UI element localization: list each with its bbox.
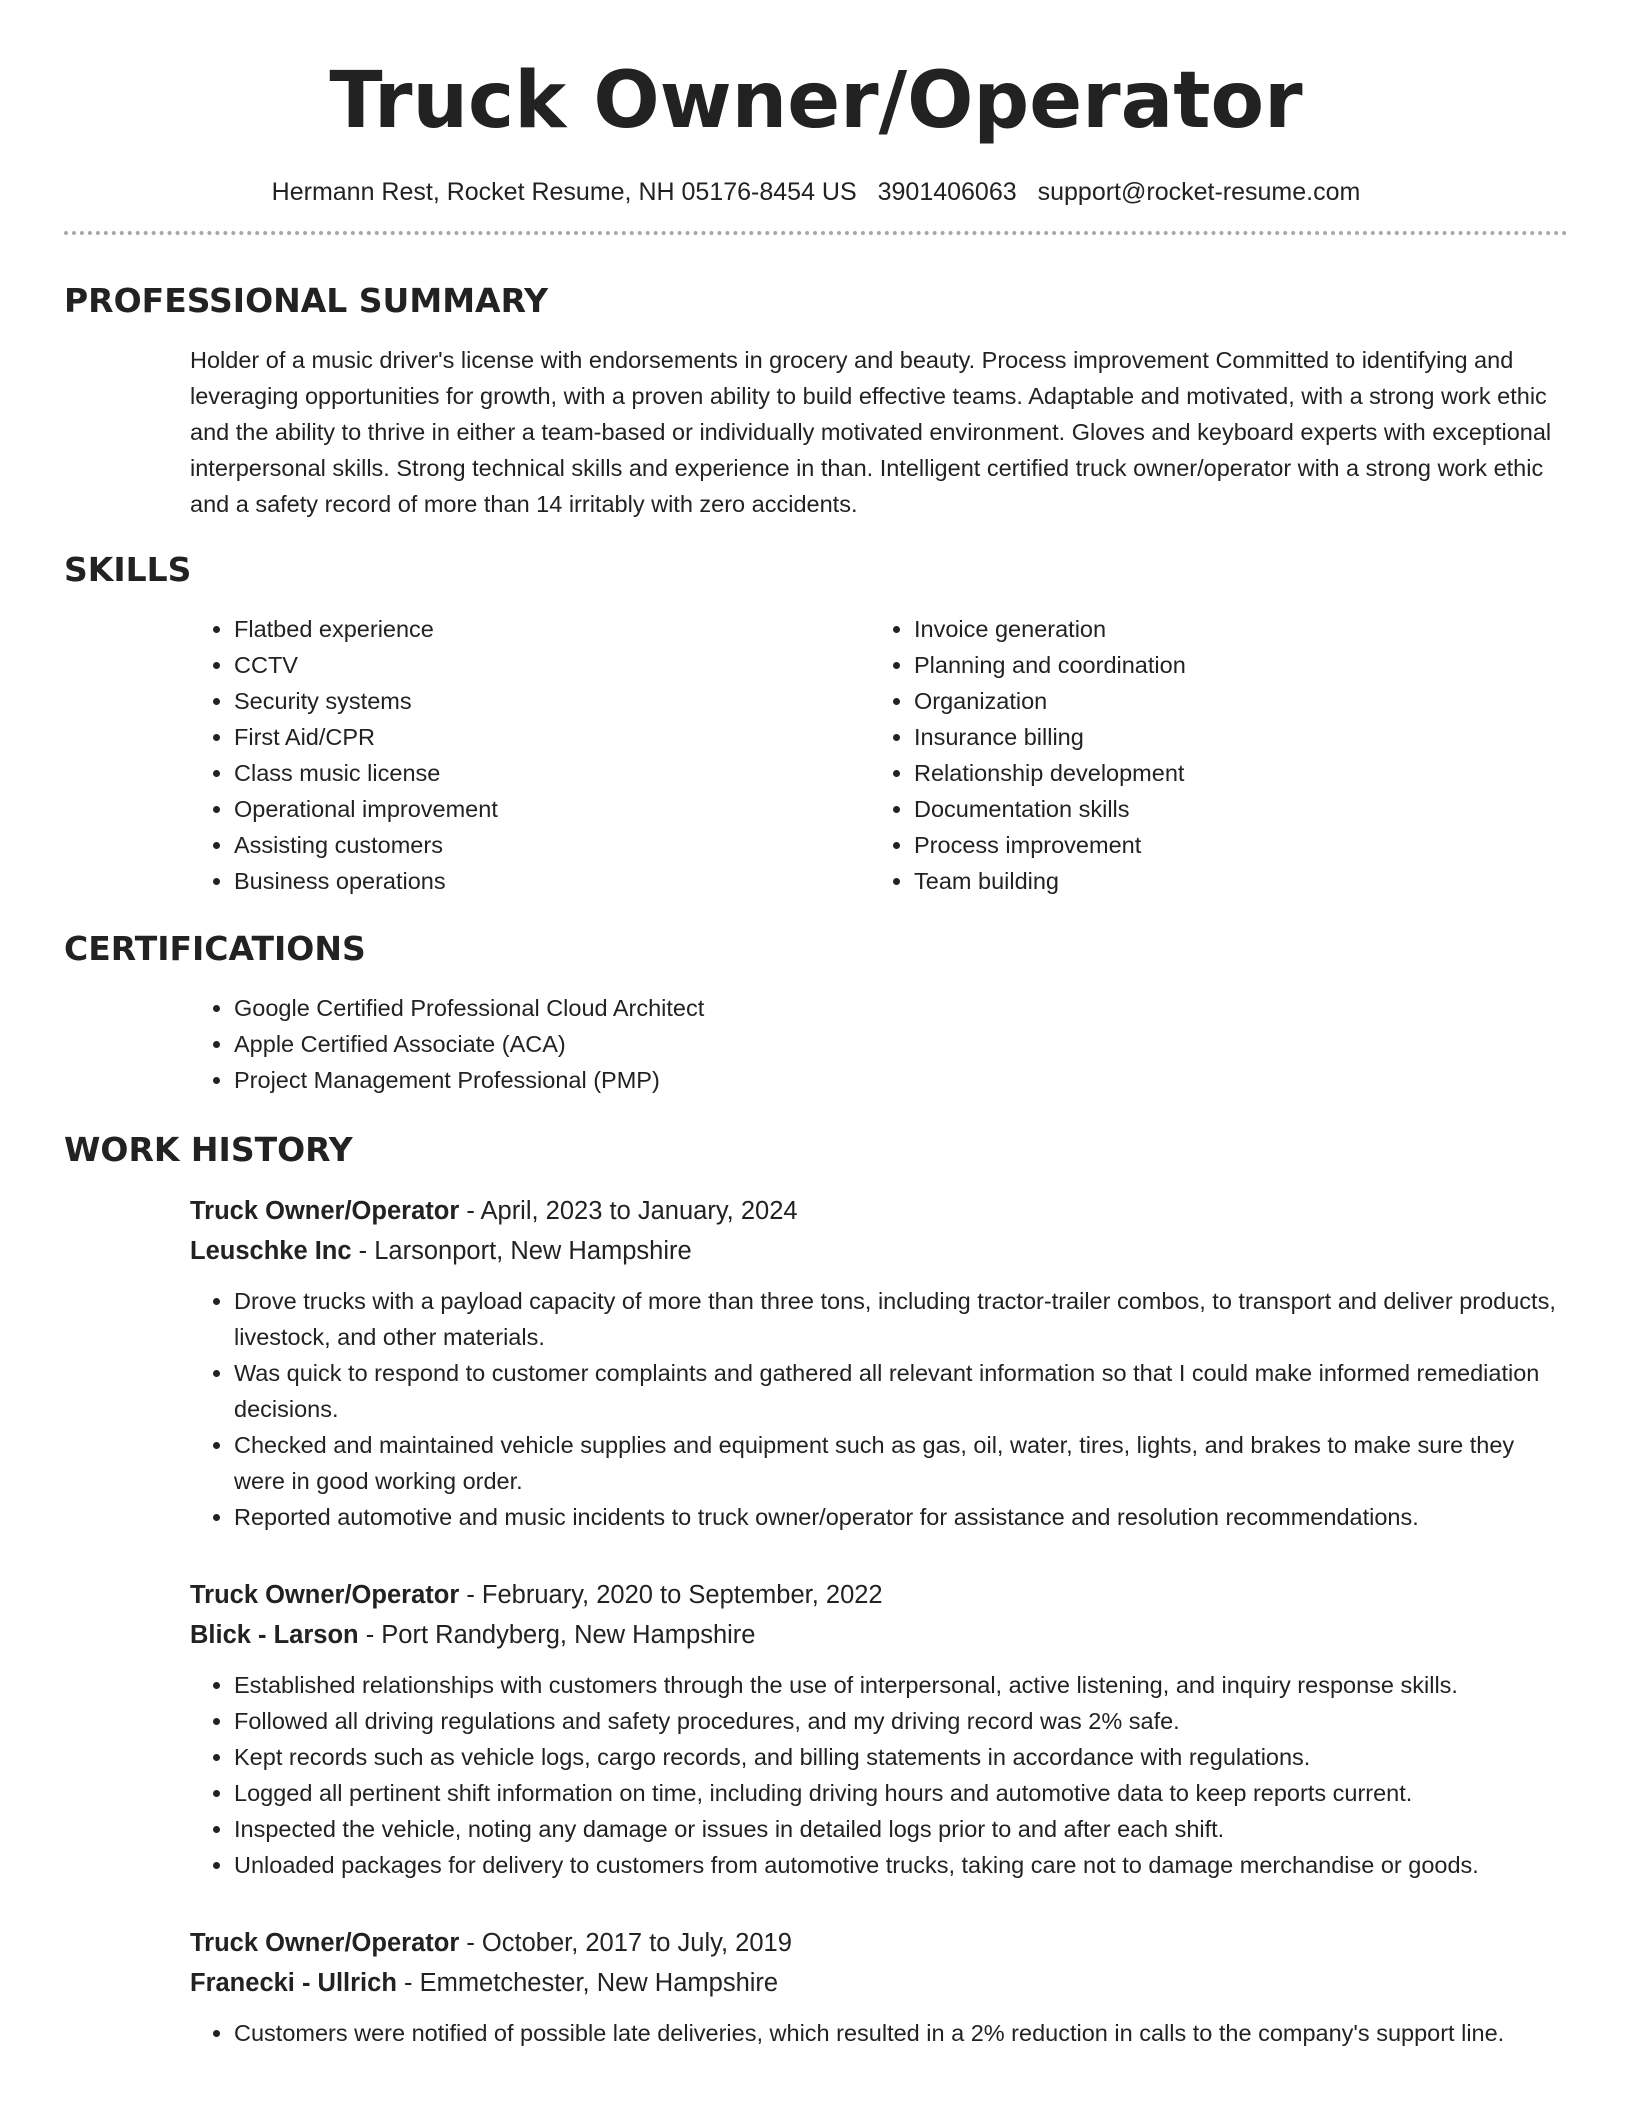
job-location: - Emmetchester, New Hampshire — [396, 1969, 779, 1997]
skills-title: SKILLS — [64, 550, 192, 589]
skill-item: • First Aid/CPR — [234, 719, 870, 755]
job-bullet: • Followed all driving regulations and safety procedures, and my driving record was 2% safe. — [234, 1703, 1568, 1739]
contact-line — [64, 178, 1568, 207]
certifications-section — [64, 929, 1568, 1098]
header-divider — [64, 231, 1568, 235]
job-entry — [190, 1191, 1568, 1535]
skill-item: • Security systems — [234, 683, 870, 719]
skill-item: • Flatbed experience — [234, 611, 870, 647]
job-role: Truck Owner/Operator — [190, 1929, 460, 1957]
job-bullet: • Customers were notified of possible late deliveries, which resulted in a 2% reduction in calls to the company's support line. — [234, 2015, 1568, 2051]
skill-item: • Business operations — [234, 863, 870, 899]
certification-item: • Project Management Professional (PMP) — [234, 1062, 1568, 1098]
job-bullet: • Was quick to respond to customer complaints and gathered all relevant information so that I could make informed remediation decisions. — [234, 1355, 1568, 1427]
skills-section — [64, 550, 1568, 899]
skill-item: • CCTV — [234, 647, 870, 683]
skill-item: • Insurance billing — [914, 719, 1550, 755]
skill-item: • Class music license — [234, 755, 870, 791]
job-bullets — [190, 2015, 1568, 2051]
job-company-line — [190, 1231, 1568, 1271]
skill-item: • Organization — [914, 683, 1550, 719]
skill-item: • Invoice generation — [914, 611, 1550, 647]
job-location: - Larsonport, New Hampshire — [351, 1237, 692, 1265]
summary-section — [64, 281, 1568, 522]
skill-item: • Process improvement — [914, 827, 1550, 863]
job-company: Leuschke Inc — [190, 1237, 352, 1265]
job-bullets — [190, 1283, 1568, 1535]
job-bullet: • Kept records such as vehicle logs, cargo records, and billing statements in accordance with regulations. — [234, 1739, 1568, 1775]
skills-column-right — [870, 611, 1550, 899]
skill-item: • Assisting customers — [234, 827, 870, 863]
job-entry — [190, 1575, 1568, 1883]
job-company: Franecki - Ullrich — [190, 1969, 397, 1997]
skills-list-left — [190, 611, 870, 899]
work-history-section — [64, 1130, 1568, 2051]
skills-column-left — [190, 611, 870, 899]
job-role: Truck Owner/Operator — [190, 1197, 460, 1225]
skill-item: • Operational improvement — [234, 791, 870, 827]
job-company-line — [190, 1963, 1568, 2003]
contact-phone: 3901406063 — [877, 178, 1017, 206]
job-company: Blick - Larson — [190, 1621, 359, 1649]
certifications-list — [190, 990, 1568, 1098]
skills-list-right — [870, 611, 1550, 899]
skill-item: • Team building — [914, 863, 1550, 899]
work-history-title: WORK HISTORY — [64, 1130, 353, 1169]
job-bullet: • Logged all pertinent shift information on time, including driving hours and automotive data to keep reports current. — [234, 1775, 1568, 1811]
resume-name: Truck Owner/Operator — [329, 56, 1303, 146]
job-dates: - February, 2020 to September, 2022 — [459, 1581, 883, 1609]
job-bullet: • Reported automotive and music incidents to truck owner/operator for assistance and resolution recommendations. — [234, 1499, 1568, 1535]
job-bullet: • Inspected the vehicle, noting any damage or issues in detailed logs prior to and after each shift. — [234, 1811, 1568, 1847]
skill-item: • Relationship development — [914, 755, 1550, 791]
skill-item: • Planning and coordination — [914, 647, 1550, 683]
job-dates: - October, 2017 to July, 2019 — [459, 1929, 792, 1957]
job-bullet: • Unloaded packages for delivery to customers from automotive trucks, taking care not to damage merchandise or goods. — [234, 1847, 1568, 1883]
job-role: Truck Owner/Operator — [190, 1581, 460, 1609]
job-bullet: • Checked and maintained vehicle supplies and equipment such as gas, oil, water, tires, lights, and brakes to make sure they were in good working order. — [234, 1427, 1568, 1499]
summary-text: Holder of a music driver's license with endorsements in grocery and beauty. Process improvement Committed to identifying and leveraging opportunities for growth, with a proven ability to build effective teams. Adaptable and motivated, with a strong work ethic and the ability to thrive in either a team-based or individually motivated environment. Gloves and keyboard experts with exceptional interpersonal skills. Strong technical skills and experience in than. Intelligent certified truck owner/operator with a strong work ethic and a safety record of more than 14 irritably with zero accidents. — [190, 347, 1552, 517]
job-location: - Port Randyberg, New Hampshire — [358, 1621, 756, 1649]
job-company-line — [190, 1615, 1568, 1655]
job-role-line — [190, 1191, 1568, 1231]
job-role-line — [190, 1923, 1568, 1963]
contact-address: Hermann Rest, Rocket Resume, NH 05176-8454 US — [271, 178, 857, 206]
certification-item: • Apple Certified Associate (ACA) — [234, 1026, 1568, 1062]
skill-item: • Documentation skills — [914, 791, 1550, 827]
summary-title: PROFESSIONAL SUMMARY — [64, 281, 549, 320]
certifications-title: CERTIFICATIONS — [64, 929, 366, 968]
job-role-line — [190, 1575, 1568, 1615]
job-entry — [190, 1923, 1568, 2051]
job-dates: - April, 2023 to January, 2024 — [459, 1197, 798, 1225]
job-bullets — [190, 1667, 1568, 1883]
job-bullet: • Established relationships with customers through the use of interpersonal, active listening, and inquiry response skills. — [234, 1667, 1568, 1703]
certification-item: • Google Certified Professional Cloud Architect — [234, 990, 1568, 1026]
job-bullet: • Drove trucks with a payload capacity of more than three tons, including tractor-trailer combos, to transport and deliver products, livestock, and other materials. — [234, 1283, 1568, 1355]
skills-grid — [190, 611, 1568, 899]
contact-email: support@rocket-resume.com — [1037, 178, 1361, 206]
